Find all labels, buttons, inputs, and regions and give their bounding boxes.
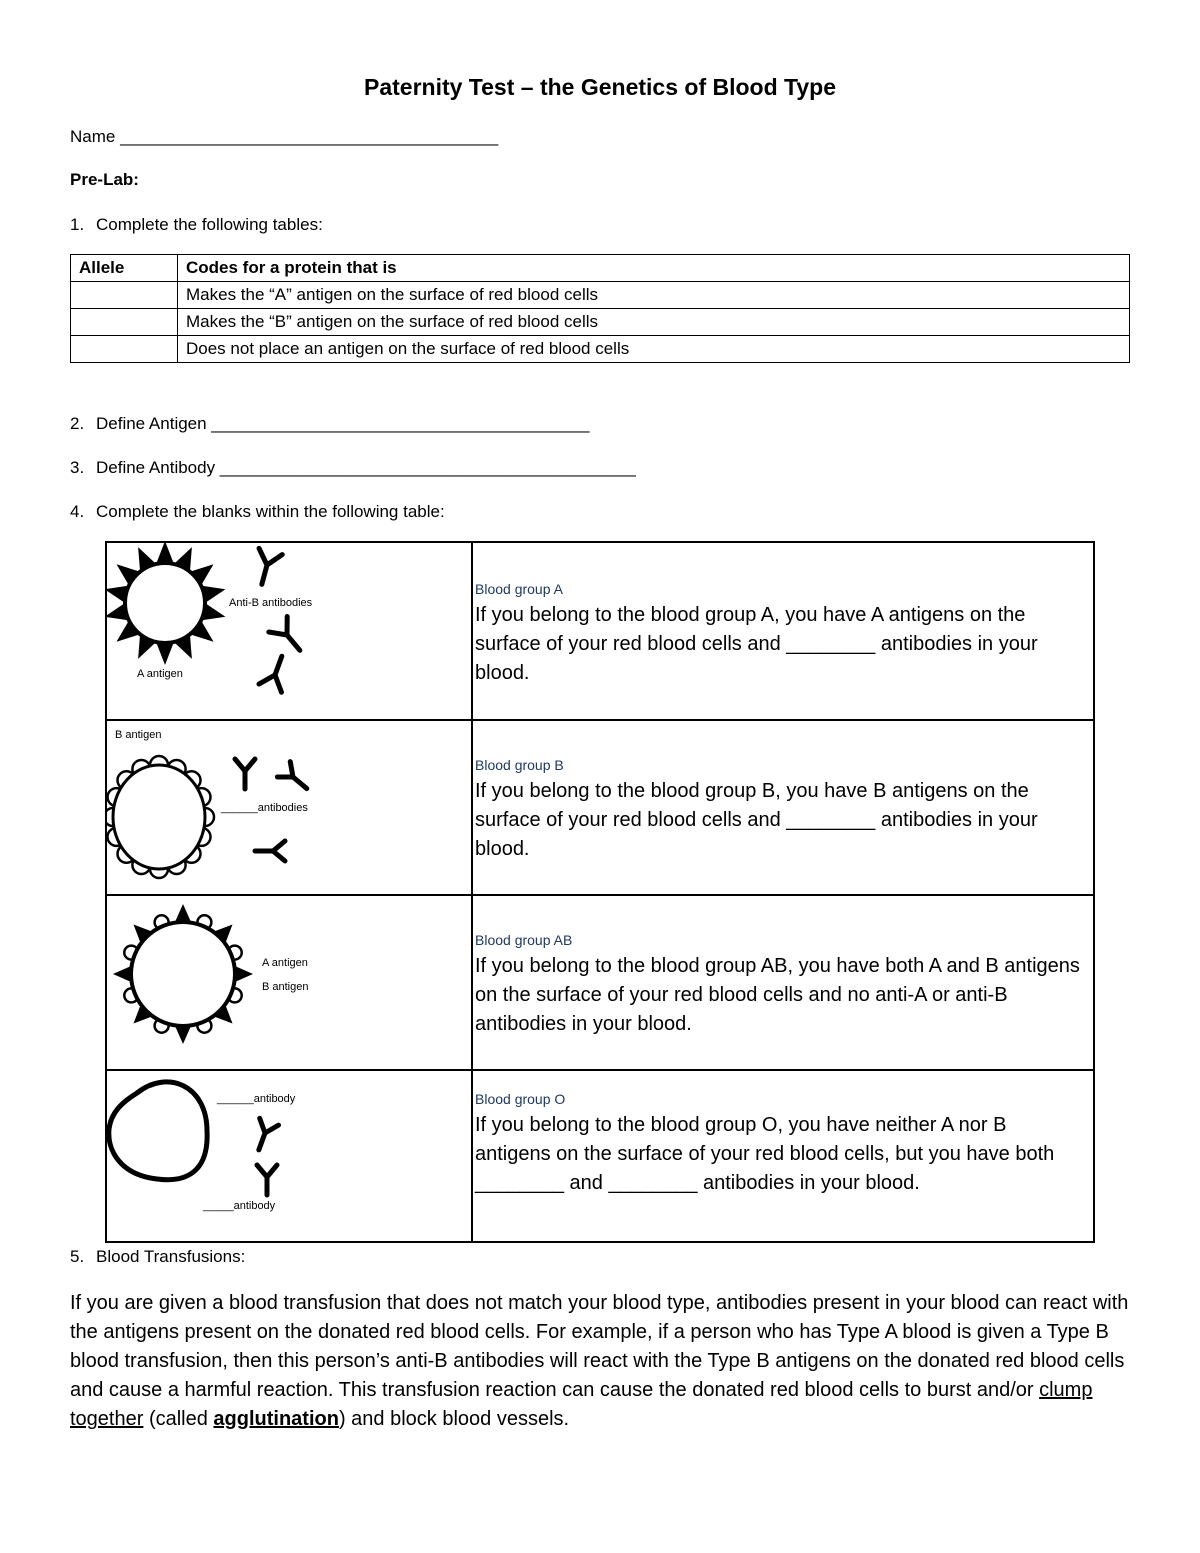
blood-group-a-image [107,543,473,719]
paragraph-part-3: ) and block blood vessels. [338,1408,570,1430]
name-field[interactable]: Name ________________________________________ [70,127,499,146]
b-antibodies-blank-label[interactable]: ______antibodies [221,802,308,814]
blood-group-ab-text [475,896,1093,1069]
question-3 [70,458,636,478]
blood-group-o-description [475,1111,1087,1198]
red-blood-cell [109,1082,207,1180]
allele-blank-cell[interactable] [71,336,178,363]
allele-table-header [71,255,1130,282]
question-2 [70,414,590,434]
question-2-number: 2. [70,414,85,433]
question-1-text: Complete the following tables: [96,215,323,234]
question-3-text[interactable]: Define Antibody ____________________________________________ [96,458,636,477]
question-1-number: 1. [70,215,85,234]
blood-group-a-heading: Blood group A [475,581,563,597]
a-antigen-spike [175,1025,192,1044]
blood-group-o-blanks-line[interactable]: ________ and ________ antibodies in your blood. [475,1172,920,1194]
protein-cell: Makes the “A” antigen on the surface of red blood cells [178,282,1130,309]
o-antibody-blank-label-2[interactable]: _____antibody [203,1200,276,1212]
a-antigen-spike [234,966,253,983]
a-antigen-cell-illustration [107,543,471,719]
o-antibody-blank-label-1[interactable]: ______antibody [217,1093,296,1105]
ab-a-antigen-label: A antigen [262,957,308,969]
blood-group-o-heading: Blood group O [475,1091,566,1107]
antibody-icon [277,762,313,797]
protein-cell: Makes the “B” antigen on the surface of red blood cells [178,309,1130,336]
question-1 [70,215,323,235]
allele-blank-cell[interactable] [71,309,178,336]
antibody-icon [235,759,255,789]
blood-group-b-text [475,721,1093,894]
allele-blank-cell[interactable] [71,282,178,309]
blood-group-b-heading: Blood group B [475,757,564,773]
question-2-text[interactable]: Define Antigen ________________________________________ [96,414,590,433]
a-antigen-spike [175,904,192,923]
clump-together-term: clump together [70,1379,1093,1430]
agglutination-term: agglutination [213,1408,339,1430]
a-antigen-spike [113,966,132,983]
antibody-icon [269,617,309,658]
blood-group-b-image [107,721,473,894]
antibody-icon [250,548,282,587]
allele-header: Allele [71,255,178,282]
table-row [71,309,1130,336]
blood-group-ab-description: If you belong to the blood group AB, you have both A and B antigens on the surface of your red blood cells and no anti-A or anti-B antibodies in your blood. [475,955,1080,1035]
blood-group-ab-heading: Blood group AB [475,932,573,948]
blood-group-o-row [107,1069,1093,1241]
red-blood-cell [131,922,235,1026]
antibody-icon [249,1118,278,1153]
question-4-number: 4. [70,502,85,521]
b-antigen-label: B antigen [115,729,162,741]
protein-cell: Does not place an antigen on the surface of red blood cells [178,336,1130,363]
question-3-number: 3. [70,458,85,477]
red-blood-cell [125,563,205,643]
red-blood-cell [113,765,205,869]
blood-group-table [105,541,1095,1243]
allele-table [70,254,1130,363]
blood-group-b-row [107,719,1093,894]
blood-group-ab-image [107,896,473,1069]
blood-group-a-row [107,543,1093,719]
anti-b-antibodies-label: Anti-B antibodies [229,597,313,609]
blood-group-o-text-line: If you belong to the blood group O, you have neither A nor B antigens on the surface of your red blood cells, but you have both [475,1114,1055,1165]
antibody-icon [259,652,293,692]
question-5 [70,1247,245,1267]
question-5-number: 5. [70,1247,85,1266]
table-row [71,336,1130,363]
paragraph-part-1: If you are given a blood transfusion that does not match your blood type, antibodies present in your blood can react with the antigens present on the donated red blood cells. For example, if a person who has Type A blood is given a Type B blood transfusion, then this person’s anti-B antibodies will react with the Type B antigens on the donated red blood cells and cause a harmful reaction. This transfusion reaction can cause the donated red blood cells to burst and/or [70,1292,1129,1401]
transfusion-paragraph [70,1289,1140,1434]
question-4-text: Complete the blanks within the following table: [96,502,445,521]
question-5-text: Blood Transfusions: [96,1247,246,1266]
ab-b-antigen-label: B antigen [262,981,309,993]
blood-group-o-text [475,1071,1093,1241]
question-4 [70,502,445,522]
blood-group-ab-row [107,894,1093,1069]
paragraph-part-2: (called [143,1408,214,1430]
table-row [71,282,1130,309]
codes-header: Codes for a protein that is [178,255,1130,282]
antibody-icon [255,841,285,861]
blood-group-a-description: If you belong to the blood group A, you have A antigens on the surface of your red blood cells and ________ antibodies in your blood. [475,604,1038,684]
blood-group-b-description: If you belong to the blood group B, you have B antigens on the surface of your red blood cells and ________ antibodies in your blood. [475,780,1038,860]
a-antigen-label: A antigen [137,668,183,680]
page-title: Paternity Test – the Genetics of Blood Type [363,74,837,100]
antibody-icon [257,1165,277,1195]
blood-group-a-text [475,543,1093,719]
prelab-heading: Pre-Lab: [70,170,139,189]
blood-group-o-image [107,1071,473,1241]
